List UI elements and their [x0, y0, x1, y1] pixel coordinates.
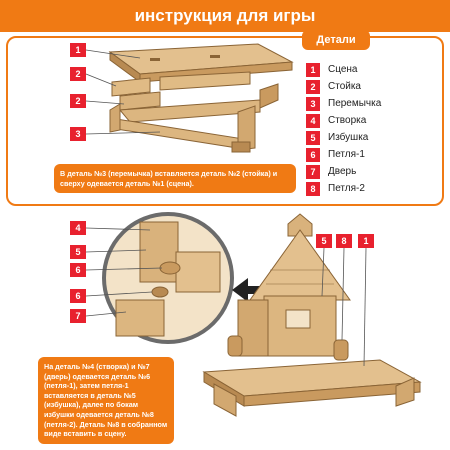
hut-roof	[250, 230, 350, 300]
zoom-hinge-ring	[152, 287, 168, 297]
part-number: 2	[306, 80, 320, 94]
stage-slot	[210, 55, 220, 58]
part-label: Петля-1	[328, 149, 365, 160]
hut-hinge	[228, 336, 242, 356]
part-label: Избушка	[328, 132, 369, 143]
crossbar-leg	[110, 104, 120, 132]
page-title: инструкция для игры	[134, 6, 316, 25]
zoom-window	[176, 252, 220, 292]
zoom-hinge-ring	[160, 262, 180, 274]
part-label: Перемычка	[328, 98, 382, 109]
callout-1: 1	[358, 234, 374, 248]
crossbar	[110, 118, 250, 150]
part-number: 6	[306, 148, 320, 162]
part-label: Дверь	[328, 166, 357, 177]
part-label: Стойка	[328, 81, 361, 92]
crossbar-foot	[232, 142, 250, 152]
callout-6: 6	[70, 289, 86, 303]
callout-2: 2	[70, 94, 86, 108]
part-number: 4	[306, 114, 320, 128]
callout-3: 3	[70, 127, 86, 141]
callout-4: 4	[70, 221, 86, 235]
part-label: Сцена	[328, 64, 358, 75]
callout-8: 8	[336, 234, 352, 248]
part-label: Створка	[328, 115, 367, 126]
part-label: Петля-2	[328, 183, 365, 194]
callout-5: 5	[70, 245, 86, 259]
callout-5: 5	[316, 234, 332, 248]
part-number: 5	[306, 131, 320, 145]
parts-panel-title: Детали	[302, 30, 370, 50]
part-number: 8	[306, 182, 320, 196]
stage-slot	[150, 58, 160, 61]
part-number: 7	[306, 165, 320, 179]
hut-window	[286, 310, 310, 328]
callout-1: 1	[70, 43, 86, 57]
upright-board-end	[260, 84, 278, 108]
callout-7: 7	[70, 309, 86, 323]
hut-hinge	[334, 340, 348, 360]
callout-6: 6	[70, 263, 86, 277]
part-number: 1	[306, 63, 320, 77]
part-number: 3	[306, 97, 320, 111]
step1-instruction: В деталь №3 (перемычка) вставляется деталь №2 (стойка) и сверху одевается деталь №1 (сцена).	[54, 164, 296, 193]
callout-2: 2	[70, 67, 86, 81]
step2-instruction: На деталь №4 (створка) и №7 (дверь) одевается деталь №6 (петля-1), затем петля-1 вставляется в деталь №5 (избушка), далее по бокам избушки одевается деталь №8 (петля-2). Деталь №8 в собранном виде вставить в сцену.	[38, 357, 174, 444]
zoom-door	[116, 300, 164, 336]
